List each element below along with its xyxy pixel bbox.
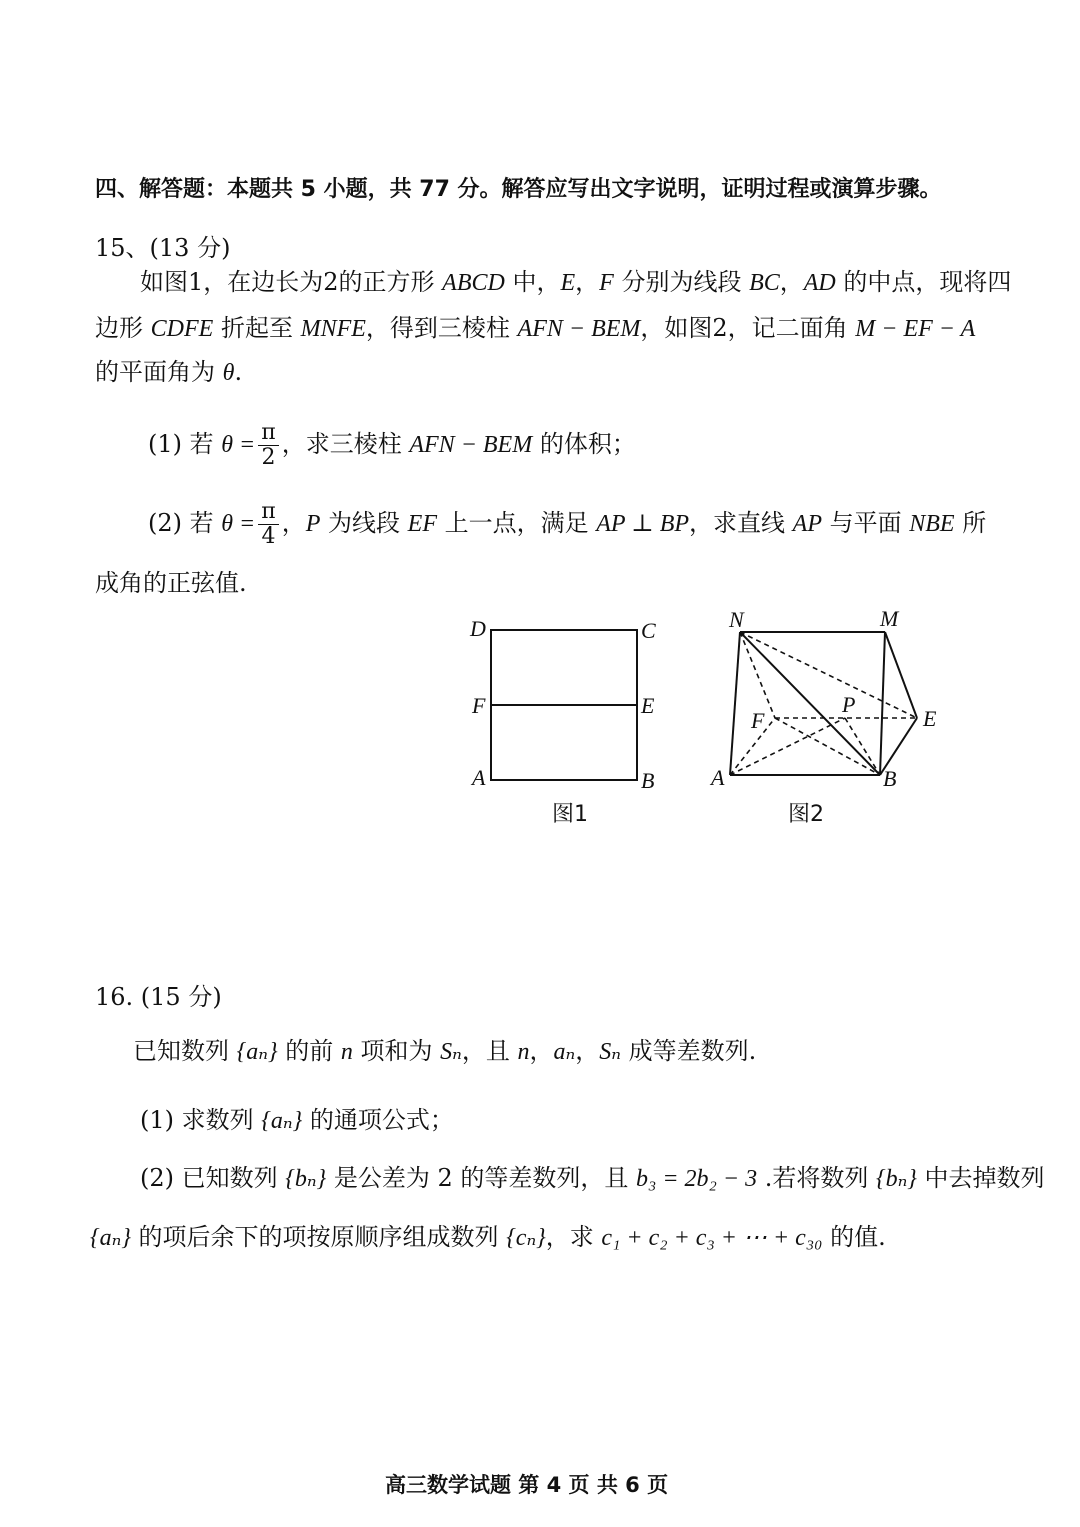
label-E: E (641, 693, 655, 718)
q15-para1: 如图1，在边长为2的正方形 ABCD 中，E，F 分别为线段 BC，AD 的中点，现将四 (140, 268, 1012, 296)
q15-number: 15、(13 分) (95, 234, 231, 262)
section-heading: 四、解答题：本题共 5 小题，共 77 分。解答应写出文字说明，证明过程或演算步骤。 (95, 177, 942, 202)
label-B: B (641, 768, 655, 793)
q15-para3: 的平面角为 θ. (95, 358, 243, 386)
figure-2 (705, 600, 955, 800)
label-A2: A (711, 765, 725, 790)
label-E2: E (923, 706, 937, 731)
figure-1 (460, 605, 675, 795)
figure-2-caption: 图2 (788, 802, 824, 827)
q15-part1: (1) 若 θ = $\frac{\pi}{2}$ ，求三棱柱 AFN − BEM 的体积； (148, 420, 636, 470)
edge-nb (740, 632, 880, 775)
q16-part2: (2) 已知数列 {bₙ} 是公差为 2 的等差数列，且 b₃ = 2b₂ − 3 .若将数列 {bₙ} 中去掉数列 (140, 1164, 1045, 1192)
q15-para2: 边形 CDFE 折起至 MNFE，得到三棱柱 AFN − BEM，如图2，记二面角 M − EF − A (95, 314, 976, 342)
edge-na (730, 632, 740, 775)
edge-mb (880, 632, 885, 775)
label-D: D (470, 616, 486, 641)
fraction-pi-over-2: $\frac{\pi}{2}$ (258, 421, 278, 470)
figure-1-caption: 图1 (552, 802, 588, 827)
q16-part2-continued: {aₙ} 的项后余下的项按原顺序组成数列 {cₙ}，求 c₁ + c₂ + c₃ + ⋯ + c₃₀ 的值. (90, 1223, 886, 1251)
page-footer: 高三数学试题 第 4 页 共 6 页 (385, 1473, 669, 1497)
label-F: F (472, 693, 486, 718)
label-C: C (641, 618, 656, 643)
q15-part2-continued: 成角的正弦值. (95, 569, 247, 597)
label-F2: F (751, 708, 765, 733)
fraction-pi-over-4: $\frac{\pi}{4}$ (258, 500, 278, 549)
edge-ap (730, 718, 845, 775)
edge-pb (845, 718, 880, 775)
label-M: M (880, 606, 899, 631)
label-P: P (842, 692, 856, 717)
q16-part1: (1) 求数列 {aₙ} 的通项公式； (140, 1106, 454, 1134)
label-A: A (472, 765, 486, 790)
q16-intro: 已知数列 {aₙ} 的前 n 项和为 Sₙ，且 n，aₙ，Sₙ 成等差数列. (133, 1037, 757, 1065)
q16-number: 16. (15 分) (95, 983, 222, 1011)
edge-nf (740, 632, 775, 718)
q15-part2: (2) 若 θ = $\frac{\pi}{4}$ ，P 为线段 EF 上一点，满足 AP ⊥ BP，求直线 AP 与平面 NBE 所 (148, 499, 987, 549)
label-N: N (729, 607, 744, 632)
label-B2: B (883, 766, 897, 791)
